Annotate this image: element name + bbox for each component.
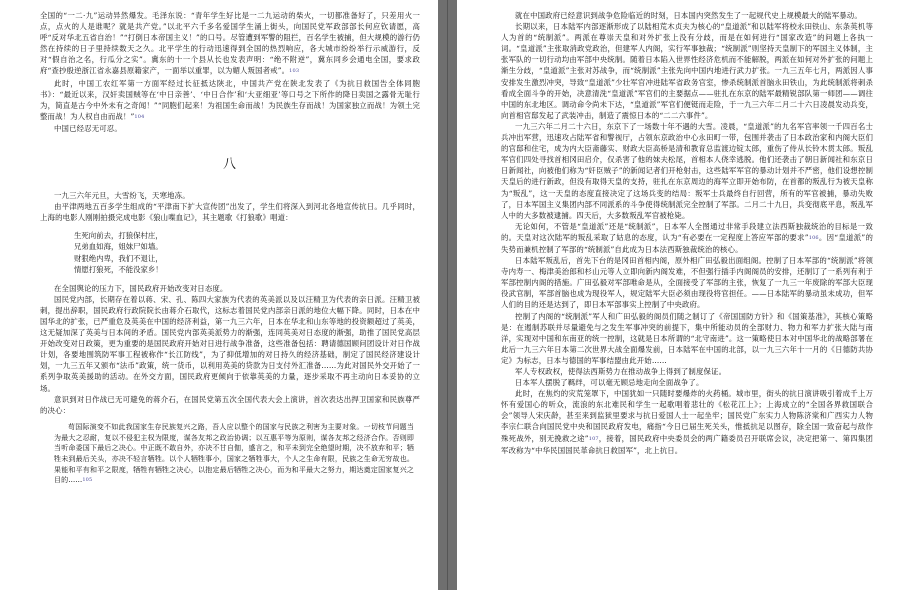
footnote-ref[interactable]: 106 (808, 234, 819, 241)
paragraph: 一九三六年元旦，大雪纷飞，天寒地冻。 (54, 191, 190, 201)
paragraph: 此时，中国工农红军第一方面军经过长征抵达陕北，中国共产党在陕北发表了《为抗日救国告全体同胞书》：“最近以来，汉奸卖国贼等在‘中日亲善’、‘中日合作’和‘大亚细亚’等口号之下所作的降日卖国之露骨无耻行为，简直是古今中外未有之奇闻！”“同胞们起来！为祖国生命而战！为民族生存而战！为国家独立而战！为领土完整而战！为人权自由而战！”$^{104}$ (40, 78, 420, 121)
chapter-heading: 八 (222, 157, 237, 173)
song-lyrics (74, 230, 420, 274)
paragraph: 就在中国政府已经意识到战争危险临近的时刻，日本国内突然发生了一起规代史上规模最大的陆军暴动。 (515, 11, 862, 20)
paragraph: 由平津两地五百多学生组成的“平津南下扩大宣传团”出发了，学生们将深入到河北各地宣传抗日。几乎同时，上海的电影人刚刚拍摄完成电影《狼山喋血记》，其主题歌《打狼歌》唱道： (40, 202, 420, 223)
paragraph: 此时，在焦灼的灾荒笼罩下，中国犹如一只随时要爆炸的火药桶。城市里，街头的抗日演讲吸引着成千上万怀有爱国心的听众，流浪的东北难民和学生一起歌唱着悲壮的《松花江上》；上海成立的“全国各界救国联合会”领导人宋庆龄，甚至来到监狱里要求与抗日爱国人士一起坐牢；国民党广东实力人物陈济棠和广西实力人物李宗仁联合向国民党中央和国民政府发电，痛指“今日已届生死关头，惟抵抗足以图存，除全国一致奋起与敌作殊死战外，别无挽救之途”$^{107}$，接着，国民政府中央委员会的两广籍委员召开联席会议，决定把第一、第四集团军改称为“中华民国国民革命抗日救国军”，北上抗日。 (501, 389, 873, 455)
footnote-ref[interactable]: 104 (134, 113, 145, 120)
paragraph: 控制了内阁的“统制派”军人和广田弘毅的阁员们随之制订了《帝国国防方针》和《国策基准》，其核心策略是：在遏制苏联并尽量避免与之发生军事冲突的前提下，集中所能动员的全部财力、物力和军力扩张大陆与南洋，实现对中国和东南亚的统一控制，这就是日本所谓的“北守南进”。这一策略使日本对中国华北的战略部署在此后一九三六年日本第二次世界大战全面爆发前，日本陆军在中国的北部，以一九三六年十一月的《日德防共协定》为标志，日本与德国的军事结盟由此开始…… (501, 311, 873, 365)
page-gutter (438, 0, 457, 590)
footnote-ref[interactable]: 107 (588, 435, 599, 442)
paragraph: 日本陆军叛乱后，首先下台的是冈田首相内阁，原外相广田弘毅出面组阁。控制了日本军部的“统制派”将领寺内寿一、梅津美治郎和杉山元等人立即向新内阁发难，不但强行插手内阁阁员的安排，还制订了一系列有利于军部控制内阁的措施。广田弘毅对军部唯命是从，全面接受了军部的主张，恢复了一九三一年废除的军部大臣现役武官制，军部首脑也成为现役军人，规定陆军大臣必须由现役将官担任。——日本陆军的暴动虽未成功，但军人们的目的还是达到了，即日本军部事实上控制了中央政府。 (501, 256, 873, 310)
footnote-ref[interactable]: 105 (82, 477, 93, 484)
paragraph: 意识到对日作战已无可避免的蒋介石，在国民党第五次全国代表大会上演讲，首次表达出捍卫国家和民族尊严的决心： (40, 394, 420, 415)
paragraph: 军人专权政权，使得法西斯势力在推动战争上得到了制度保证。 (515, 367, 727, 376)
paragraph: 长期以来，日本陆军内部逐渐形成了以陆相荒木贞夫为核心的“皇道派”和以陆军将校永田铁山、东条英机等人为首的“统制派”。两派在尊崇天皇和对外扩张上没有分歧，而是在如何进行“国家改造”的问题上各执一词。“皇道派”主张取消政党政治，但建军人内阁，实行军事独裁；“统制派”则坚持天皇制下的军国主义体制，主张军队的一切行动均由军部中央统制。随着日本陷入世界性经济危机而不能解脱，两派在如何对外扩张的问题上渐生分歧，“皇道派”主张对苏战争，而“统制派”主张先向中国内地进行武力扩张。一九三五年七月，两派因人事安排发生激烈冲突，导致“皇道派”少壮军官冲进陆军省政务官室，惨杀统制派首脑永田铁山，为此统制派将刺杀看成全面斗争的开始，决意清洗“皇道派”军官们的主要据点——驻扎在东京的陆军最精锐部队第一师团——调往中国的东北地区。调动命令尚未下达，“皇道派”军官们便铤而走险，于一九三六年二月二十六日凌晨发动兵变，向首相官邸发起了武装冲击，制造了震惊日本的“二二六事件”。 (501, 22, 873, 120)
lyric-line: 财狠绝内卑，我们不退让， (74, 253, 163, 263)
paragraph: 日本军人摆脱了羁绊，可以毫无顾忌地走向全面战争了。 (515, 378, 704, 388)
footnote-ref[interactable]: 103 (289, 68, 300, 75)
paragraph: 中国已经忍无可忍。 (54, 123, 122, 133)
lyric-line: 情愿打狼死，不能没家乡！ (74, 264, 163, 274)
paragraph: 无论如何，不管是“皇道派”还是“统制派”，日本军人全图通过非常手段建立法西斯独裁统治的目标是一致的。天皇对这次陆军的叛乱采取了姑息的态度，认为“有必要在一定程度上答应军部的要求”$^{106}$。因“皇道派”的失势而兼机控制了军部的“统制派”自此成为日本法西斯独裁统治的核心。 (501, 221, 873, 254)
lyric-line: 生死向前去，打狼保村庄， (74, 231, 163, 241)
paragraph: 全国的“一二·九”运动异然爆发。毛泽东说：“青年学生好比是一二九运动的柴火，一切都准备好了，只差用火一点，点火的人是谁呢？就是共产党。”以北平六千多名爱国学生涌上街头，向国民党军政部部长何应钦请愿，高呼“反对华北五省自治！”“打倒日本帝国主义！”的口号。尽管遭到军警的阻拦，百名学生被捕，但大规模的游行仍然在持续的日子里持续数天之久。北平学生的行动迅速得到全国的热烈响应，各大城市纷纷举行示威游行，反对“假自治之名，行瓜分之实”。冀东的十一个县从长也发表声明：“绝不附逆”，冀东同乡会通电全国，要求政府“查抄殷逆浙江省永嘉县原籍家产，一面举以重罪，以为媚人叛国者戒”。$^{103}$ (40, 11, 420, 76)
right-page (457, 0, 897, 590)
lyric-line: 兄弟血如海，姐妹尸如墙。 (74, 242, 163, 252)
left-page (0, 0, 438, 590)
paragraph: 国民党内部，长期存在着以蒋、宋、孔、陈四大家族为代表的英美派以及以汪精卫为代表的亲日派。汪精卫被刺，提出辞职，国民政府行政院院长由蒋介石取代，这标志着国民党内部亲日派的地位大幅下降。同时，日本在中国华北的扩张，已严重危及英美在中国的经济利益，第一九三六年，日本在华北和山东等地的投资额超过了英美，这无疑加深了英美与日本间的矛盾。国民党内部英美派势力的渐强，连同英美对日态度的渐强，助推了国民党高层开始改变对日政策，更为重要的是国民政府开始对日进行战争准备，这些准备包括：聘请德国顾问团设计对日作战计划，各要地围筑防军事工程被称作“长江防线”，为了抑低增加的对日持久的经济基础，制定了国民经济建设计划，一九三五年又颁布“法币”政策，统一货币，以利用英美的贷款为日支付外汇准备……为此对国民外交开始了一系列争取英美援助的活动。在外交方面，国民政府更倾向于依靠英美的力量，逐步采取不再主动向日本妥协的立场。 (40, 294, 420, 393)
paragraph: 一九三六年二月二十六日，东京下了一场数十年不遇的大雪。凌晨，“皇道派”的九名军官率领一千四百名士兵冲出军营，迅速攻占陆军省和警视厅，占领东京政治中心永田町一带，包围并袭击了日本政治家和内阁大臣们的官邸和住宅，成为内大臣斋藤实、财政大臣高桥是清和教育总监渡边锭太郎，重伤了侍从长铃木贯太郎。叛乱军官们四处寻找首相冈田启介，仅杀害了他的妹夫松尾，首相本人侥幸逃脱。他们还袭击了朝日新闻社和东京日日新闻社，向被他们称为“奸臣贼子”的新闻记者们开枪射击，这些陆军军官的暴动计划并不严密，他们设想控制天皇后的进行新政，但没有取得天皇的支持，驻扎在东京周边的海军立即开始布防，在首都的叛乱行为被天皇称为“叛乱”，这一天皇的态度直接决定了这场兵变的结局：叛军士兵最终自行回营，所有的军官被捕，暴动失败了，日本军国主义集团内部不同派系的斗争使得统制派完全控制了军部。二月二十九日，兵变彻底平息，叛乱军人中的大多数被逮捕。四天后，大多数叛乱军官被枪毙。 (501, 121, 873, 220)
block-quote: 苟国际演变不如此我国家生存民族复兴之路，吾人应以整个的国家与民族之利害为主要对象。一切枝节问题当为最大之忍耐，复以不侵犯主权为限度，谋各友邦之政治协调；以互惠平等为原则，谋各友邦之经济合作。否则即当听命委国下最后之决心。中正既不敢自外，亦决不甘自伽，盛言之，和平未到完全绝望时期，决不放弃和平；牺牲未到最后关头，亦决不轻言牺牲。以个人牺牲事小，国家之牺牲事大，个人之生命有限，民族之生命无穷故也。果能和平有和平之限度，牺牲有牺牲之决心，以抱定最后牺牲之决心，而为和平最大之努力，期达奠定国家复兴之目的……$^{105}$ (54, 422, 414, 485)
paragraph: 在全国舆论的压力下，国民政府开始改变对日态度。 (54, 283, 228, 293)
